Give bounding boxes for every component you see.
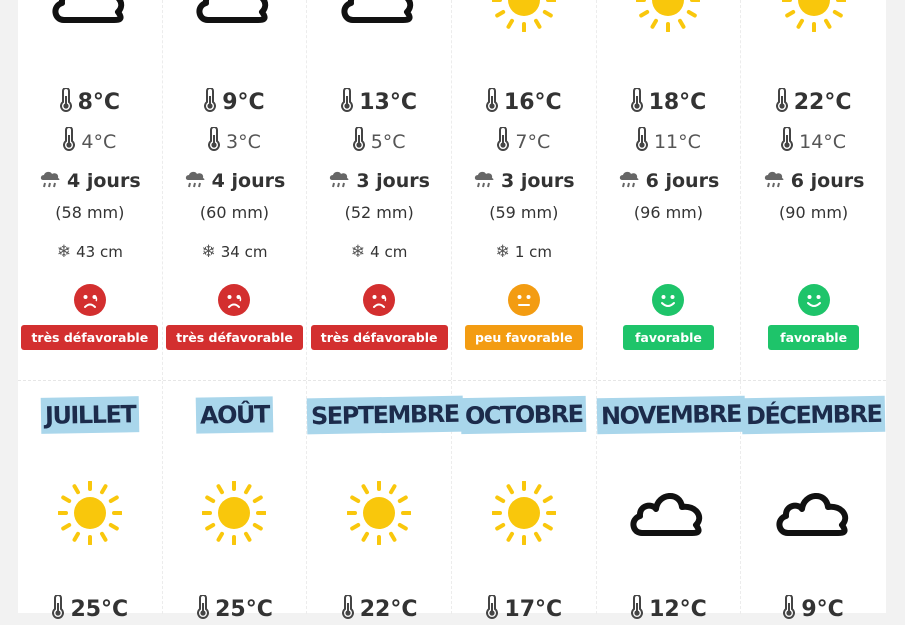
month-column [307, 0, 452, 380]
month-column [452, 381, 597, 614]
thermometer-icon [63, 127, 75, 156]
temp-min: 4°C [81, 131, 117, 153]
cloud-icon [163, 0, 307, 33]
temp-max: 9°C [801, 597, 844, 622]
month-column [18, 381, 163, 614]
month-name: DÉCEMBRE [742, 396, 886, 434]
temp-max: 8°C [77, 90, 121, 115]
month-name: AOÛT [196, 396, 273, 433]
temp-max: 25°C [70, 597, 129, 622]
rating-face-icon [597, 284, 741, 321]
cloud-icon [741, 481, 886, 546]
temp-max: 9°C [222, 90, 265, 115]
snow-depth: 43 cm [76, 243, 123, 261]
month-name: OCTOBRE [461, 396, 587, 434]
thermometer-icon [636, 127, 648, 156]
rain-days: 3 jours [500, 170, 575, 192]
snowflake-icon: ❄ [350, 242, 366, 262]
month-column [597, 0, 742, 380]
rating-face-icon [307, 284, 451, 321]
temp-max: 22°C [359, 597, 418, 622]
cloud-icon [597, 481, 741, 546]
temp-max: 17°C [504, 597, 563, 622]
rain-days: 6 jours [645, 170, 720, 192]
temp-max: 12°C [649, 597, 707, 622]
sun-icon [597, 0, 741, 37]
month-column [163, 0, 308, 380]
rain-cloud-icon [618, 170, 640, 193]
snowflake-icon: ❄ [56, 242, 72, 262]
thermometer-icon [204, 88, 216, 118]
rating-badge: très défavorable [311, 325, 448, 350]
sun-icon [163, 481, 307, 550]
rain-days: 6 jours [790, 170, 865, 192]
climate-board [18, 0, 886, 613]
rating-face-icon [452, 284, 596, 321]
thermometer-icon [486, 88, 498, 118]
snowflake-icon: ❄ [495, 242, 510, 262]
rain-mm: (52 mm) [344, 203, 414, 222]
rain-mm: (96 mm) [633, 203, 703, 222]
thermometer-icon [781, 127, 793, 156]
month-column [307, 381, 460, 614]
rain-mm: (90 mm) [779, 203, 849, 222]
sun-icon [452, 481, 596, 550]
sun-icon [452, 0, 596, 37]
thermometer-icon [353, 127, 365, 156]
cloud-icon [18, 0, 162, 33]
month-name: NOVEMBRE [596, 396, 744, 435]
rating-badge: très défavorable [21, 325, 158, 350]
cloud-icon [307, 0, 451, 33]
thermometer-icon [208, 127, 220, 156]
rain-days: 3 jours [356, 170, 430, 192]
month-name: JUILLET [40, 396, 139, 434]
month-column [741, 381, 886, 614]
month-column [597, 381, 742, 614]
sun-icon [741, 0, 886, 37]
month-column [452, 0, 597, 380]
temp-min: 7°C [515, 131, 551, 153]
thermometer-icon [60, 88, 72, 118]
temp-min: 3°C [226, 131, 261, 153]
temp-max: 22°C [793, 90, 852, 115]
rain-mm: (59 mm) [489, 203, 559, 222]
month-column [163, 381, 308, 614]
snow-depth: 34 cm [220, 243, 268, 261]
month-column [741, 0, 886, 380]
months-row-top [18, 0, 886, 380]
thermometer-icon [631, 88, 643, 118]
rating-badge: favorable [768, 325, 859, 350]
snowflake-icon: ❄ [201, 242, 216, 262]
sun-icon [18, 481, 162, 550]
temp-max: 13°C [359, 90, 418, 115]
month-name: SEPTEMBRE [307, 396, 463, 435]
thermometer-icon [497, 127, 509, 156]
rain-cloud-icon [39, 170, 61, 193]
snow-depth: 4 cm [370, 243, 408, 261]
rain-mm: (58 mm) [55, 203, 125, 222]
thermometer-icon [341, 88, 353, 118]
thermometer-icon [776, 88, 788, 118]
rating-badge: peu favorable [465, 325, 583, 350]
rain-cloud-icon [328, 170, 350, 193]
rain-days: 4 jours [67, 170, 141, 192]
rain-mm: (60 mm) [199, 203, 270, 222]
temp-max: 25°C [215, 597, 273, 622]
snow-depth: 1 cm [514, 243, 552, 261]
months-row-bottom [18, 380, 886, 614]
temp-max: 16°C [503, 90, 562, 115]
temp-min: 14°C [799, 131, 847, 153]
rating-badge: très défavorable [166, 325, 303, 350]
rain-days: 4 jours [211, 170, 286, 192]
rain-cloud-icon [473, 170, 495, 193]
sun-icon [307, 481, 451, 550]
temp-min: 5°C [370, 131, 406, 153]
rating-face-icon [18, 284, 162, 321]
rain-cloud-icon [184, 170, 206, 193]
rating-badge: favorable [623, 325, 714, 350]
temp-min: 11°C [653, 131, 701, 153]
rating-face-icon [163, 284, 307, 321]
rain-cloud-icon [763, 170, 785, 193]
month-column [18, 0, 163, 380]
temp-max: 18°C [648, 90, 707, 115]
rating-face-icon [741, 284, 886, 321]
